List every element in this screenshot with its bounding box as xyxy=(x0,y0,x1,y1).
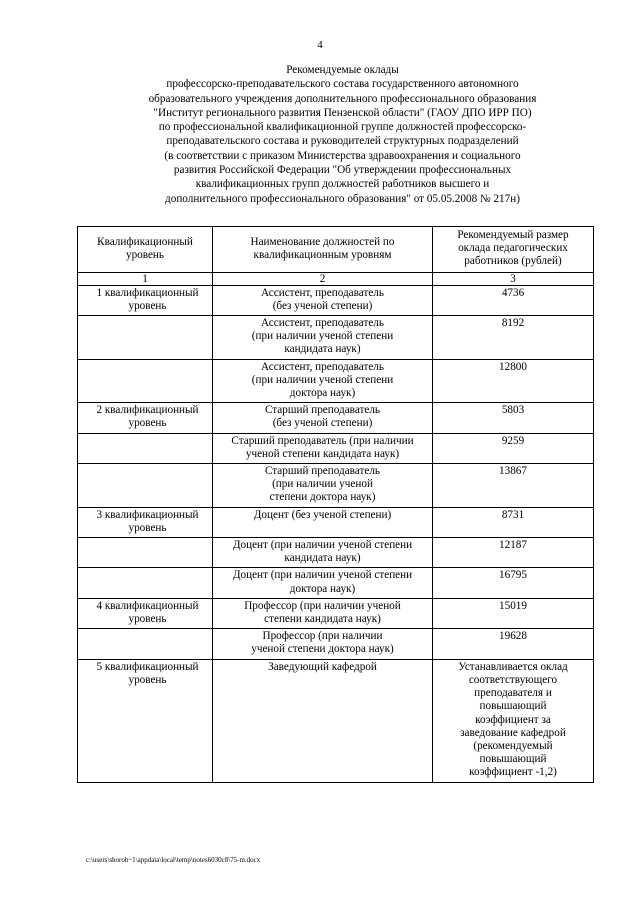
table-row xyxy=(78,285,594,315)
salary-cell: 8192 xyxy=(433,316,594,360)
table-row xyxy=(78,464,594,508)
heading-line: преподавательского состава и руководителей структурных подразделений xyxy=(166,135,519,148)
column-number: 3 xyxy=(433,272,594,285)
table-row xyxy=(78,403,594,433)
level-cell xyxy=(78,316,213,360)
heading-line: "Институт регионального развития Пензенской области" (ГАОУ ДПО ИРР ПО) xyxy=(153,106,532,119)
level-cell xyxy=(78,359,213,403)
heading-line: квалификационных групп должностей работников высшего и xyxy=(195,178,490,191)
table-row xyxy=(78,433,594,463)
footer-file-path: c:\users\shoroh~1\appdata\local\temp\notes6030c8\75-m.docx xyxy=(86,856,261,864)
table-row xyxy=(78,629,594,659)
column-number-row xyxy=(78,272,594,285)
salary-cell: 12800 xyxy=(433,359,594,403)
salary-cell: 15019 xyxy=(433,598,594,628)
header-salary: Рекомендуемый размер оклада педагогических работников (рублей) xyxy=(433,227,594,273)
table-row xyxy=(78,359,594,403)
level-cell: 4 квалификационный уровень xyxy=(78,598,213,628)
column-number: 2 xyxy=(213,272,433,285)
level-cell xyxy=(78,538,213,568)
position-cell: Профессор (при наличии ученой степени кандидата наук) xyxy=(213,598,433,628)
position-cell: Ассистент, преподаватель (при наличии ученой степени кандидата наук) xyxy=(213,316,433,360)
column-number: 1 xyxy=(78,272,213,285)
level-cell: 3 квалификационный уровень xyxy=(78,507,213,537)
level-cell xyxy=(78,629,213,659)
salary-cell: 8731 xyxy=(433,507,594,537)
level-cell: 1 квалификационный уровень xyxy=(78,285,213,315)
position-cell: Ассистент, преподаватель (при наличии ученой степени доктора наук) xyxy=(213,359,433,403)
document-heading xyxy=(70,63,615,206)
heading-line: развития Российской Федерации "Об утверждении профессиональных xyxy=(173,164,512,177)
position-cell: Доцент (при наличии ученой степени доктора наук) xyxy=(213,568,433,598)
salary-cell: 4736 xyxy=(433,285,594,315)
salary-cell: 16795 xyxy=(433,568,594,598)
table-row xyxy=(78,659,594,782)
heading-line: дополнительного профессионального образования" от 05.05.2008 № 217н) xyxy=(165,192,520,205)
position-cell: Ассистент, преподаватель (без ученой степени) xyxy=(213,285,433,315)
level-cell xyxy=(78,464,213,508)
header-level: Квалификационный уровень xyxy=(78,227,213,273)
heading-line: Рекомендуемые оклады xyxy=(286,64,399,76)
level-cell: 5 квалификационный уровень xyxy=(78,659,213,782)
salary-cell: 9259 xyxy=(433,433,594,463)
position-cell: Заведующий кафедрой xyxy=(213,659,433,782)
level-cell: 2 квалификационный уровень xyxy=(78,403,213,433)
salary-table xyxy=(77,226,594,783)
level-cell xyxy=(78,568,213,598)
heading-line: профессорско-преподавательского состава государственного автономного xyxy=(166,78,519,91)
page-number: 4 xyxy=(317,39,323,51)
position-cell: Старший преподаватель (при наличии ученой степени кандидата наук) xyxy=(213,433,433,463)
salary-cell: 12187 xyxy=(433,538,594,568)
position-cell: Профессор (при наличии ученой степени доктора наук) xyxy=(213,629,433,659)
salary-cell: 13867 xyxy=(433,464,594,508)
level-cell xyxy=(78,433,213,463)
heading-line: (в соответствии с приказом Министерства здравоохранения и социального xyxy=(164,149,521,162)
position-cell: Старший преподаватель (при наличии ученой степени доктора наук) xyxy=(213,464,433,508)
table-header-row xyxy=(78,227,594,273)
heading-line: по профессиональной квалификационной группе должностей профессорско- xyxy=(158,121,527,134)
salary-cell: 19628 xyxy=(433,629,594,659)
table-row xyxy=(78,598,594,628)
salary-cell: Устанавливается оклад соответствующего преподавателя и повышающий коэффициент за заведование кафедрой (рекомендуемый повышающий коэффициент -1,2) xyxy=(433,659,594,782)
table-row xyxy=(78,316,594,360)
table-row xyxy=(78,568,594,598)
table-row xyxy=(78,507,594,537)
salary-cell: 5803 xyxy=(433,403,594,433)
heading-line: образовательного учреждения дополнительного профессионального образования xyxy=(148,92,537,105)
position-cell: Доцент (без ученой степени) xyxy=(213,507,433,537)
table-row xyxy=(78,538,594,568)
header-position: Наименование должностей по квалификационным уровням xyxy=(213,227,433,273)
position-cell: Доцент (при наличии ученой степени кандидата наук) xyxy=(213,538,433,568)
position-cell: Старший преподаватель (без ученой степени) xyxy=(213,403,433,433)
